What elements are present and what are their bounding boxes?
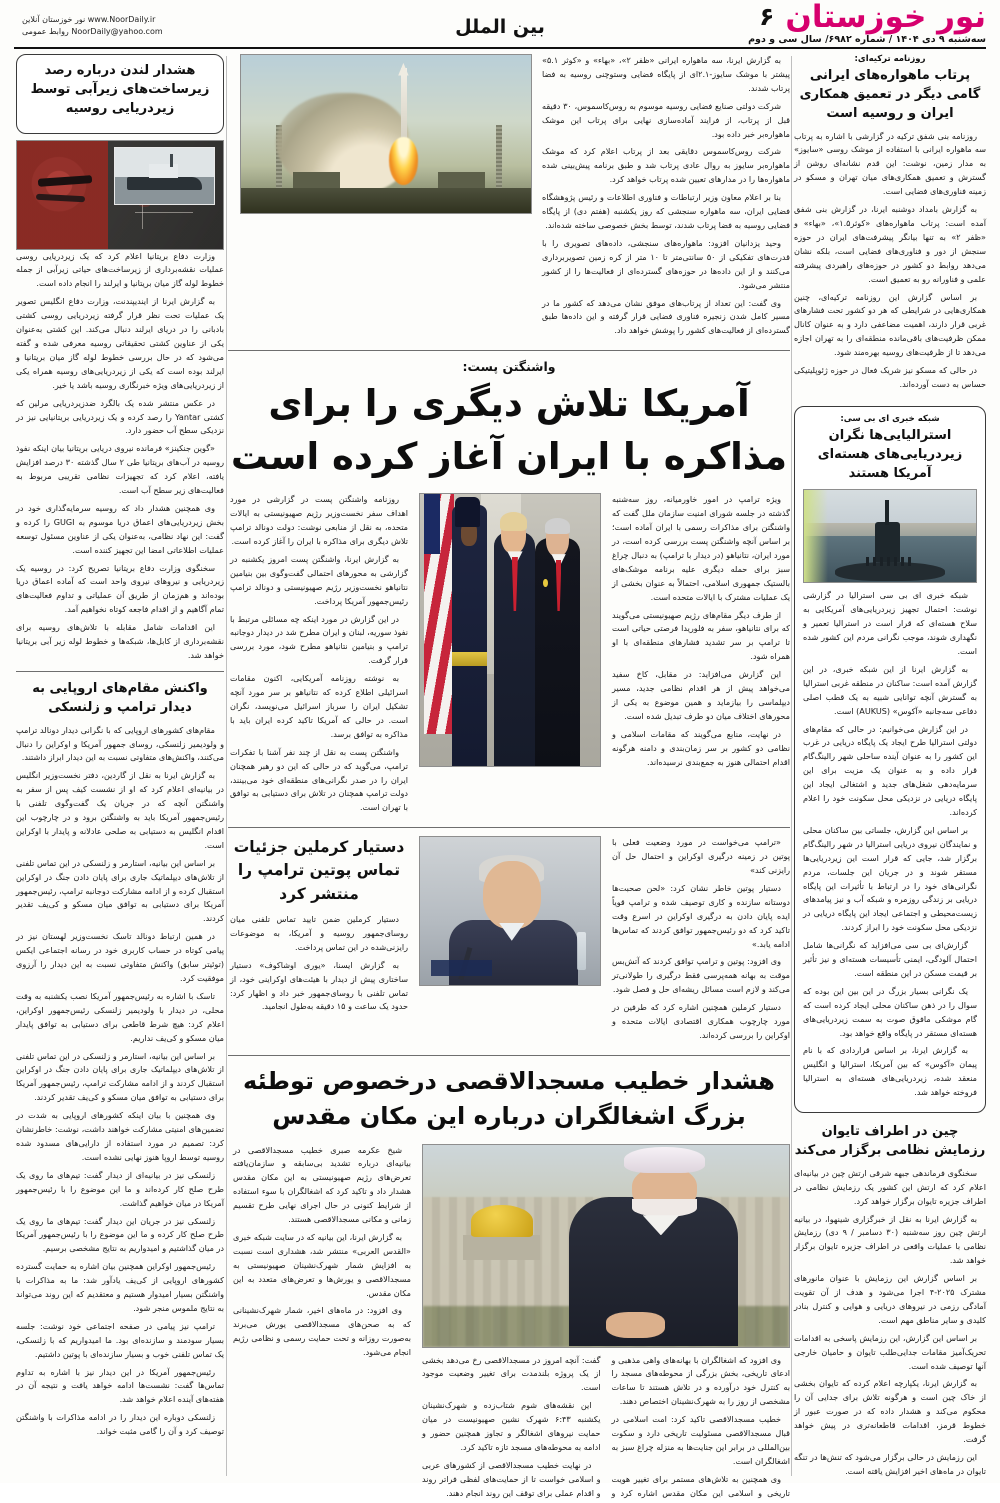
kicker-washington-post: واشنگتن پست: [462, 359, 556, 375]
paragraph: زلنسکی نیز در بیانیه‌ای از دیدار گفت: تیم‌های ما روی یک طرح صلح کار کرده‌اند و ما این موضوع را با رئیس‌جمهور آمریکا در میان خواهیم گذاشت. [16, 1169, 224, 1208]
paragraph: در عکس منتشر شده یک بالگرد ضدزیردریایی مرلین که کشتی Yantar را رصد کرده و یک زیردریایی بریتانیایی نیز در نزدیکی سطح آب حضور دارد. [16, 397, 225, 436]
paragraph: وی همچنین با بیان اینکه کشورهای اروپایی به شدت در تضمین‌های امنیتی مشارکت خواهند داشت، نوشت: خاطرنشان کرد: تصمیم در مورد استفاده از دارایی‌های مسدود شده روسیه توسط اروپا هنوز نهایی نشده است. [16, 1110, 224, 1162]
paragraph: به گزارش ایسنا، «یوری اوشاکوف» دستیار ساختاری پیش از دیدار با هیئت‌های اوکراینی خود، از تماس تلفنی با روسای‌جمهور خبر داد و اظهار کرد: حدود یک ساعت و ۱۵ دقیقه به‌طول انجامید. [230, 959, 408, 1012]
paragraph: شرکت دولتی صنایع فضایی روسیه موسوم به روس‌کاسموس، ۳۰ دقیقه قبل از پرتاب، از فرایند آماده‌سازی نهایی برای پرتاب این موشک ماهواره‌بر خبر داده بود. [542, 100, 790, 139]
main-article-photo-col [419, 493, 601, 767]
paragraph: یک نگرانی بسیار بزرگ در این بین این بوده که سوال را در ذهن ساکنان محلی ایجاد کرده است که گام موشکی مافوق صوت به سمت زیردریایی‌های هسته‌ای مستقر در پایگاه واقع خواهد بود. [803, 985, 977, 1038]
newspaper-brand: نور خوزستان [785, 0, 986, 35]
paragraph: به گزارش ایرنا، بر اساس قراردادی که با نام پیمان «آکوس» که بین آمریکا، استرالیا و انگلیس منعقد شده، زیردریایی‌های هسته‌ای به استرالیا فروخته خواهد شد. [803, 1045, 977, 1098]
paragraph: بر اساس این گزارش، جلساتی بین ساکنان محلی و نمایندگان نیروی دریایی استرالیا در شهر رالینگ‌گام برگزار شد، جایی که قرار است این زیردریایی‌ها مستقر شوند و در جریان این جلسات، مردم نگرانی‌های خود را در ارتباط با تأثیرات این پایگاه دریایی بر زندگی روزمره و شبکه آب و نیز پیامدهای زیست‌محیطی و اجتماعی ایجاد این پایگاه دریایی در نزدیکی محل سکونت خود را ابراز کردند. [803, 824, 977, 933]
kicker-bbc: شبکه خبری ای بی سی: [840, 413, 940, 424]
paragraph: این نقشه‌های شوم شتاب‌زده و شهرک‌نشینان یکشنبه ۶:۴۳ شهرک نشین صهیونیست در میان حمایت نیروهای اشغالگر و تجاوز همچنین حضور و ادامه به محوطه‌های مسجد تازه تاکید کرد. [422, 1400, 601, 1452]
paragraph: به نوشته روزنامه آمریکایی، اکنون مقامات اسرائیلی اطلاع کرده که نتانیاهو بر سر مورد آنچه تشکیل ایران را سرباز اسرائیل می‌نویسد، نگران است. در حالی که آمریکا تاکید کرده ایران باید با مذاکره به توافق برسد. [230, 673, 408, 739]
paragraph: بر اساس این گزارش، این رزمایش پاسخی به اقدامات تحریک‌آمیز مقامات جدایی‌طلب تایوان و حامیان خارجی آنها توصیف شده است. [794, 1332, 986, 1371]
paragraph: به گزارش ایرنا، یکپارچه اعلام کرده که تایوان بخشی از خاک چین است و هرگونه تلاش برای جدایی آن را محکوم می‌کند و هشدار داده که در صورت عبور از خطوط قرمز، اقدامات قاطعانه‌تری در پیش خواهد گرفت. [794, 1378, 986, 1445]
rocket-photo-block [240, 54, 532, 214]
paragraph: این اقدامات شامل مقابله با تلاش‌های روسیه برای نقشه‌برداری از کابل‌ها، شبکه‌ها و خطوط لوله زیر آبی بریتانیا خواهد شد. [16, 622, 224, 660]
body-kremlin-col2 [612, 836, 790, 1047]
paragraph: به گزارش ایرنا، سه ماهواره ایرانی «ظفر ۲»، «بهاء» و «کوثر ۵.۱» پیشتر با موشک سایوز-۲.۱ای از پایگاه فضایی وستوچنی روسیه به فضا پرتاب شدند. [542, 55, 790, 93]
body-us-iran-col1 [230, 493, 408, 819]
paragraph: وحید یزدانیان افزود: ماهواره‌های سنجشی، داده‌های تصویری را با قدرت‌های تفکیکی از ۵۰ سانتی‌متر تا ۱۰ متر از کره زمین تصویربرداری می‌کنند و از این داده‌ها در حوزه‌های گسترده‌ای از فعالیت‌ها را از کشور منتشر می‌شود. [542, 237, 790, 290]
body-iran-russia-satellites [794, 130, 986, 392]
headline-al-aqsa-warning: هشدار خطیب مسجدالاقصی درخصوص توطئه بزرگ اشغالگران درباره این مکان مقدس [243, 1066, 775, 1130]
paragraph: به گزارش ایرنا، واشنگتن پست امروز یکشنبه در گزارشی به محورهای احتمالی گفت‌وگوی بین بنیامین نتانیاهو نخست‌وزیر رژیم صهیونیستی و دونالد ترامپ رئیس‌جمهور آمریکا پرداخت. [230, 553, 408, 606]
paragraph: در نهایت، منابع می‌گویند که مقامات اسلامی و نظامی دو کشور بر سر زمان‌بندی و دامنه هرگونه اقدام احتمالی هنوز به جمع‌بندی نرسیده‌اند. [612, 728, 790, 767]
paragraph: وی افزود: پوتین و ترامپ توافق کردند که آتش‌بس موقت به بهانه همه‌پرسی فقط درگیری را طولانی‌تر می‌کند و لازم است مسائل ریشه‌ای حل و فصل شود. [612, 956, 790, 995]
body-al-aqsa-right [233, 1144, 411, 1365]
headline-europe-reaction: واکنش مقام‌های اروپایی به دیدار ترامپ و زلنسکی [32, 680, 208, 715]
paragraph: از طرف دیگر مقام‌های رژیم صهیونیستی می‌گویند که برای نتانیاهو، سفر به فلوریدا فرصتی حیاتی است تا ترامپ بر سر تشدید فشارهای منطقه‌ای با او همراه شود. [612, 609, 790, 662]
paragraph: خطیب مسجدالاقصی تاکید کرد: امت اسلامی در قبال مسجدالاقصی مسئولیت تاریخی دارد و سکوت بین‌المللی در برابر این جنایت‌ها به منزله چراغ سبز به اشغالگران است. [611, 1414, 790, 1466]
paragraph: «ترامپ می‌خواست در مورد وضعیت فعلی با پوتین در زمینه درگیری اوکراین و احتمال حل آن رایزنی کند» [612, 837, 790, 876]
column-divider-left [226, 56, 227, 1476]
paragraph: به گزارش بامداد دوشنبه ایرنا، در گزارش بنی شفق آمده است: پرتاب ماهواره‌های «کوثر۱.۵»، «بهاء» و «ظفر ۲» به تنها بیانگر پیشرفت‌های ایران در حوزه سنجش از دور و فناوری‌های فضایی است، بلکه نشان می‌دهد روابط دو کشور در حوزه‌های راهبردی پیشرفته علمی و فناورانه رو به تعمیق است. [794, 204, 986, 284]
paragraph: به گزارش ایرنا، این بیانیه که در سایت شبکه خبری «القدس العربی» منتشر شد، هشداری است نسبت به افزایش شمار شهرک‌نشینان صهیونیستی به مسجدالاقصی و یورش‌ها و تعرض‌های متعدد به این مکان مقدس. [233, 1231, 411, 1298]
masthead [0, 0, 1000, 48]
paragraph: وی افزود که اشغالگران با بهانه‌های واهی مذهبی و ادعای تاریخی، بخش بزرگی از محوطه‌های مسجد را به کنترل خود درآورده و در تلاش هستند تا ساعات مشخصی از روز را به شهرک‌نشینان اختصاص دهند. [611, 1354, 790, 1407]
headline-us-iran-talks: آمریکا تلاش دیگری را برای مذاکره با ایران آغاز کرده است [230, 382, 788, 478]
article-bbc-submarines [794, 406, 986, 1113]
paragraph: به گزارش ایرنا به نقل از خبرگزاری شینهوا، در بیانیه ارتش چین روز سه‌شنبه (۳۰ دسامبر / ۹ دی) رزمایش نظامی با عملیات واقعی در اطراف جزیره تایوان برگزار خواهد شد. [794, 1213, 986, 1266]
kremlin-photo-col [419, 836, 601, 986]
website-url[interactable]: www.NoorDaily.ir [87, 15, 156, 24]
paragraph: در همین ارتباط دونالد تاسک نخست‌وزیر لهستان نیز در پیامی کوتاه در حساب کاربری خود در رسانه اجتماعی ایکس (توئیتر سابق) واکنش متفاوتی نسبت به این دیدار را آرزوی موفقیت کرد. [16, 931, 224, 983]
image-soyuz-rocket-launch [240, 54, 532, 214]
paragraph: بر اساس این بیانیه، استارمر و زلنسکی در این تماس تلفنی از تلاش‌های دیپلماتیک جاری برای پایان دادن جنگ در اوکراین استقبال کردند و از ادامه مشارکت ترامپ، رئیس‌جمهور آمریکا برای دستیابی به توافق میان مسکو و کی‌یف تقدیر کردند. [16, 1050, 224, 1103]
masthead-divider [14, 47, 986, 49]
paragraph: در این گزارش در مورد اینکه چه مسائلی مرتبط با نفوذ سوریه، لبنان و ایران مطرح شد در دیدار دوجانبه ترامپ و بنیامین نتانیاهو مطرح شود، مورد بررسی قرار گرفت. [230, 613, 408, 666]
dateline: سه‌شنبه ۹ دی ۱۴۰۴ / شماره ۶۹۸۲/ سال سی و دوم [748, 34, 986, 45]
paragraph: در این گزارش می‌خوانیم: در حالی که مقام‌های دولتی استرالیا طرح ایجاد یک پایگاه دریایی در غرب این کشور را به عنوان آینده ساحلی شهر رالینگ‌گام قرار داده و به عنوان یک مزیت برای این سرمایه‌دهی شغل‌های جدید و اشتغالی ایجاد این پایگاه دریایی در نزدیکی محل سکونت خود را اعلام کرده‌اند. [803, 723, 977, 817]
body-australia-submarines [803, 589, 977, 1100]
body-europe-reaction [16, 724, 224, 1440]
paragraph: شرکت روس‌کاسموس دقایقی بعد از پرتاب اعلام کرد که موشک ماهواره‌بر سایوز به روال عادی پرتاب شد و طبق برنامه پیش‌بینی شده ماهواره‌ها را در مدارهای تعیین شده پرتاب خواهد کرد. [542, 146, 790, 185]
paragraph: شبکه خبری ای بی سی استرالیا در گزارشی نوشت: احتمال تجهیز زیردریایی‌های آمریکایی به سلاح هسته‌ای که قرار است در استرالیا تعمیر و نگهداری شوند، موجب نگرانی مردم این کشور شده است. [803, 590, 977, 656]
paragraph: وزارت دفاع بریتانیا اعلام کرد که یک زیردریایی روسی عملیات نقشه‌برداری از زیرساخت‌های حیاتی زیرآبی از جمله خطوط لوله گاز میان بریتانیا و ایرلند را انجام داده است. [16, 250, 224, 289]
warship-inset-photo [114, 147, 215, 205]
guard-helmet [455, 497, 480, 527]
white-turban [624, 1147, 705, 1173]
mosque-article-grid [228, 1144, 790, 1503]
paragraph: ویژه ترامپ در امور خاورمیانه، روز سه‌شنبه گذشته در جلسه شورای امنیت سازمان ملل گفت که واشنگتن برای مذاکرات رسمی با ایران آماده است؛ بر اساس آنچه واشنگتن پست بررسی کرده است، در مورد ایران، نتانیاهو (در دیدار با ترامپ) به دنبال چراغ سبز برای حمله دیگری علیه برنامه موشک‌های بالستیک جمهوری اسلامی، احتمالاً به عنوان بخشی از یک عملیات مشترک با ایالات متحده است. [612, 494, 790, 602]
headline-kremlin-call: دستیار کرملین جزئیات تماس پوتین ترامپ را منتشر کرد [233, 838, 405, 903]
masthead-logo-block [748, 2, 986, 45]
masthead-contact-block [22, 14, 163, 38]
article-separator [16, 671, 224, 672]
body-china-taiwan-drills [794, 1167, 986, 1479]
image-putin-map-warship [16, 140, 224, 250]
image-nuclear-submarine [803, 489, 977, 583]
body-al-aqsa-lower [422, 1354, 790, 1503]
image-sheikh-al-aqsa [422, 1144, 790, 1348]
paragraph: دستیار پوتین خاطر نشان کرد: «لحن صحبت‌ها دوستانه سازنده و کاری توصیف شده و ترامپ قویاً ایده پایان دادن به درگیری اوکراین در اسرع وقت تاکید کرد که دو رئیس‌جمهور توافق کردند که تماس‌ها ادامه یابد.» [612, 882, 790, 949]
middle-column [228, 54, 790, 1503]
paragraph: روزنامه واشنگتن پست در گزارشی در مورد اهداف سفر نخست‌وزیر رژیم صهیونیستی به ایالات متحده، به نقل از منابعی نوشت: دولت دونالد ترامپ تلاش دیگری برای مذاکره با ایران را آغاز کرده است. [230, 494, 408, 546]
body-kremlin-col1 [230, 913, 408, 1014]
paragraph: وی همچنین هشدار داد که روسیه سرمایه‌گذاری خود در بخش زیردریایی‌های اعماق دریا موسوم به GUGI را کرده و گفت: این نهاد نظامی، به‌عنوان یکی از عناوین مسئول توسعه عملیات اطلاعاتی امضا این تجهیز کننده است. [16, 502, 224, 555]
lower-third-banner [431, 960, 492, 976]
image-kremlin-aide [419, 836, 601, 986]
paragraph: وی افزود: در ماه‌های اخیر، شمار شهرک‌نشینانی که به صحن‌های مسجدالاقصی یورش می‌برند به‌صورت روزانه و تحت حمایت رسمی و نظامی رژیم انجام می‌شود. [233, 1305, 411, 1358]
paragraph: رئیس‌جمهور آمریکا در این دیدار نیز با اشاره به تداوم تماس‌ها گفت: نشست‌ها ادامه خواهد یافت و نتیجه آن در هفته‌های آینده اعلام خواهد شد. [16, 1366, 224, 1405]
paragraph: سخنگوی وزارت دفاع بریتانیا تصریح کرد: در روسیه یک زیردریایی و نیروهای نیروی واحد است که آماده اعماق دریا بوده‌اند و هم‌زمان از طریق آن عملیاتی و تداوم فعالیت‌های تمام آگاهیم و از اقدام فاجعه کوتاه نخواهیم آمد. [16, 562, 224, 615]
article-london-warning [16, 54, 224, 134]
paragraph: تاسک با اشاره به رئیس‌جمهور آمریکا نصب یکشنبه به وقت محلی، در دیدار با ولودیمیر زلنسکی رئیس‌جمهور اوکراین، اعلام کرد: هیچ شرط قاطعی برای دستیابی به توافق پایدار میان مسکو و کی‌یف نداریم. [16, 990, 224, 1043]
body-satellite-launch [542, 54, 790, 342]
paragraph: به گزارش ایرنا به نقل از گاردین، دفتر نخست‌وزیر انگلیس در بیانیه‌ای اعلام کرد که او از نشست کیف پس از سفر به واشنگتن آنچه که در جریان یک گفت‌وگوی تلفنی با رئیس‌جمهور آمریکا باید به واشنگتن برود و در چارچوب این اقدام انگلیس به دستیابی به صلحی عادلانه و پایدار با اوکراین است. [16, 770, 224, 850]
image-trump-netanyahu [419, 493, 601, 767]
pr-label: روابط عمومی [22, 27, 69, 36]
right-column [794, 54, 986, 1483]
top-rocket-article [228, 54, 790, 342]
paragraph: زلنسکی دوباره این دیدار را در ادامه مذاکرات با واشنگتن توصیف کرد و آن را گامی مثبت خواند. [16, 1412, 224, 1437]
body-us-iran-col3 [612, 493, 790, 773]
paragraph: وی گفت: این تعداد از پرتاب‌های موفق نشان می‌دهد که کشور ما در مسیر کامل شدن زنجیره فناوری فضایی قرار گرفته و این داده‌ها طبق گسترده‌ای از فعالیت‌های کشور را پوشش خواهد داد. [542, 297, 790, 336]
headline-china-taiwan-drills: چین در اطراف تایوان رزمایش نظامی برگزار می‌کند [794, 1124, 986, 1158]
paragraph: این رزمایش در حالی برگزار می‌شود که تنش‌ها در تنگه تایوان در ماه‌های اخیر افزایش یافته است. [793, 1452, 986, 1476]
body-london-warning [16, 250, 224, 663]
paragraph: بر اساس این بیانیه، استارمر و زلنسکی در این تماس تلفنی از تلاش‌های دیپلماتیک جاری برای پایان دادن جنگ در اوکراین استقبال کرده و از ادامه مشارکت دوجانبه ترامپ، رئیس‌جمهور آمریکا برای دستیابی به توافق میان مسکو و کی‌یف تقدیر کردند. [16, 857, 224, 924]
periscope-icon [885, 500, 889, 526]
paragraph: سخنگوی فرماندهی جبهه شرقی ارتش چین در بیانیه‌ای اعلام کرد که ارتش این کشور یک رزمایش نظامی در اطراف جزیره تایوان برگزار خواهد کرد. [794, 1167, 986, 1206]
paragraph: زلنسکی نیز در جریان این دیدار گفت: تیم‌های ما روی یک طرح صلح کار کرده و ما این موضوع را با رئیس‌جمهور آمریکا در میان گذاشتیم و امیدواریم به نتایج مشخصی برسیم. [16, 1215, 224, 1254]
yellow-ribbon-pin-icon [543, 579, 548, 587]
paragraph: دستیار کرملین همچنین اشاره کرد که طرفین در مورد چارچوب همکاری اقتصادی ایالات متحده و اوکراین را بررسی کرده‌اند. [612, 1002, 790, 1040]
main-article-grid [228, 493, 790, 819]
dome-of-the-rock-icon [471, 1205, 533, 1237]
page-number: ۶ [759, 2, 775, 31]
website-label: نور خوزستان آنلاین [22, 15, 86, 24]
paragraph: به گزارش ایرنا از ایندیپندنت، وزارت دفاع انگلیس تصویر یک عملیات تحت نظر قرار گرفته زیردریایی روسی کشتی بادبانی را در دریای ایرلند دنبال می‌کند. این کشتی به‌عنوان یکی از عناوین کشتی تحقیقاتی روسیه معرفی شده و گفته می‌شود که در حال بررسی خطوط لوله گاز میان بریتانیا و ایرلند بوده است که یکی از زیردریایی‌های روسیه همراه یکی از زیردریایی‌های ویژه خبرنگاری روسیه باشد یا خیر. [16, 296, 224, 390]
paragraph: «گوین جنکینز» فرمانده نیروی دریایی بریتانیا بیان اینکه نفوذ روسیه در آب‌های بریتانیا طی ۲ سال گذشته ۳۰ درصد افزایش یافته، اعلام کرد که تجهیزات نظامی تقریبی مربوط به فعالیت‌های زیر سطح آب است. [16, 443, 224, 496]
paragraph: روزنامه بنی شفق ترکیه در گزارشی با اشاره به پرتاب سه ماهواره ایرانی با استفاده از موشک روسی «سایوز» به مدار زمین، نوشت: این قدم نشانه‌ای روشن از گسترش و تعمیق همکاری‌های میان تهران و مسکو در زمینه فناوری‌های فضایی است. [794, 130, 986, 197]
kremlin-article [228, 836, 790, 1047]
kicker-turkish-daily: روزنامه ترکیه‌ای: [854, 54, 926, 64]
headline-iran-russia-satellites: پرتاب ماهواره‌های ایرانی گامی دیگر در تعمیق همکاری ایران و روسیه است [799, 68, 981, 121]
paragraph: بر اساس گزارش این رزمایش با عنوان مانورهای مشترک ۲۰۲۵-۴ اجرا می‌شود و هدف از آن تقویت آمادگی رزمی در نیروهای دریایی و هوایی و کنترل بنادر کلیدی و سایر مناطق مهم است. [794, 1273, 987, 1325]
column-divider-right [791, 56, 792, 1476]
paragraph: در حالی که مسکو نیز شریک فعال در حوزه ژئوپلیتیکی حساس به دست آورده‌اند. [794, 365, 986, 389]
contact-email[interactable]: NoorDaily@yahoo.com [71, 27, 163, 36]
paragraph: گزارش‌ای بی سی می‌افزاید که نگرانی‌ها شامل احتمال آلودگی، ایمنی تأسیسات هسته‌ای و نیز تأثیر بر قیمت مسکن در این منطقه است. [803, 940, 977, 978]
paragraph: مقام‌های کشورهای اروپایی که با نگرانی دیدار دونالد ترامپ و ولودیمیر زلنسکی، روسای جمهور آمریکا و اوکراین را دنبال می‌کنند، واکنش‌های متفاوتی نسبت به این دیدار ابراز داشتند. [16, 724, 224, 763]
paragraph: ترامپ نیز پیامی در صفحه اجتماعی خود نوشت: جلسه بسیار سودمند و سازنده‌ای بود. ما امیدواریم که با زلنسکی، یک تماس تلفنی خوب و بسیار سازنده‌ای با پوتین داشتیم. [16, 1320, 224, 1359]
paragraph: این گزارش می‌افزاید: در مقابل، کاخ سفید می‌خواهد پیش از هر اقدام نظامی جدید، مسیر دیپلماسی را بیازماید و همین موضوع به یکی از محورهای اختلاف میان دو طرف تبدیل شده است. [612, 669, 790, 721]
paragraph: وی همچنین به تلاش‌های مستمر برای تغییر هویت تاریخی و اسلامی این مکان مقدس اشاره کرد و گفت: آنچه امروز در مسجدالاقصی رخ می‌دهد بخشی از یک پروژه بلندمدت برای تغییر وضعیت موجود است. [422, 1354, 790, 1498]
paragraph: به گزارش ایرنا از این شبکه خبری، در این گزارش آمده است: ساکنان در منطقه غربی استرالیا به گسترش آنچه توانایی شبیه به یک قطب اصلی دفاعی سه‌جانبه «آکوس» (AUKUS) است. [803, 663, 977, 716]
paragraph: بنا بر اعلام معاون وزیر ارتباطات و فناوری اطلاعات و رئیس پژوهشگاه فضایی ایران، سه ماهواره سنجشی که روز یکشنبه (هفتم دی) از پایگاه فضایی روسیه به فضا پرتاب شدند، توسط بخش خصوصی ساخته شده‌اند. [542, 192, 790, 230]
paragraph: بر اساس گزارش این روزنامه ترکیه‌ای، چنین همکاری‌هایی در شرایطی که هر دو کشور تحت فشارهای غربی قرار دارند، اهمیت مضاعفی دارد و به عنوان کانال ممکن ظرفیت‌های باقی‌مانده منطقه‌ای را به تهران اجازه می‌دهد تا از ظرفیت‌های روسیه بهره‌مند شود. [794, 291, 986, 358]
paragraph: دستیار کرملین ضمن تایید تماس تلفنی میان روسای‌جمهور روسیه و آمریکا، به موضوعات رایزنی‌شده در این تماس پرداخت. [230, 913, 408, 952]
kremlin-headline-col [230, 836, 408, 1018]
headline-australia-submarines: استرالیایی‌ها نگران زیردریایی‌های هسته‌ای آمریکا هستند [817, 427, 963, 481]
headline-london-warning: هشدار لندن درباره رصد زیرساخت‌های زیرآبی توسط زیردریایی روسیه [30, 63, 210, 116]
left-column [16, 54, 224, 1443]
water-glass [577, 932, 586, 970]
mosque-photo-col [422, 1144, 790, 1503]
paragraph: رئیس‌جمهور اوکراین همچنین بیان اشاره به حمایت گسترده کشورهای اروپایی از کی‌یف یادآور شد: ما به مذاکرات با واشنگتن بسیار امیدوار هستیم و معتقدیم که این روند می‌تواند به نتایج ملموس منجر شود. [16, 1261, 224, 1313]
paragraph: شیخ عکرمه صبری خطیب مسجدالاقصی در بیانیه‌ای درباره تشدید بی‌سابقه و سازمان‌یافته تعرض‌های رژیم صهیونیستی به این مکان مقدس هشدار داد و تاکید کرد که اشغالگران با سوء استفاده از شرایط کنونی در حال اجرای نهایی طرح تقسیم زمانی و مکانی مسجدالاقصی هستند. [233, 1144, 411, 1225]
section-title: بین الملل [455, 16, 545, 38]
paragraph: واشنگتن پست به نقل از چند نفر آشنا با تفکرات ترامپ، می‌گوید که در حالی که این دو رهبر همچنان ایران را در صدر نگرانی‌های منطقه‌ای خود می‌بینند، دولت ترامپ همچنان در تلاش برای دستیابی به توافق با تهران است. [230, 746, 408, 813]
paragraph: در نهایت خطیب مسجدالاقصی از کشورهای عربی و اسلامی خواست تا از حمایت‌های لفظی فراتر روند و اقدام عملی برای توقف این روند انجام دهند. [422, 1459, 601, 1498]
